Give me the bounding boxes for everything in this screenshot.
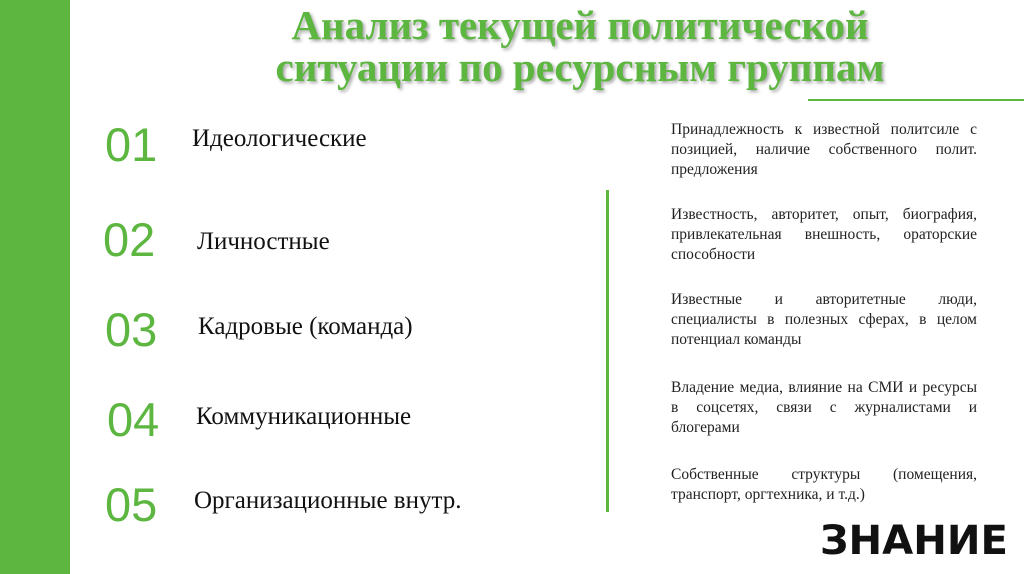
- item-label: Организационные внутр.: [194, 487, 462, 514]
- item-description: Известные и авторитетные люди, специалисты в полезных сферах, в целом потенциал команды: [671, 291, 977, 348]
- item-description: Принадлежность к известной политсиле с позицией, наличие собственного полит. предложения: [671, 121, 977, 178]
- title-line-1: Анализ текущей политической: [291, 2, 869, 48]
- item-number: 05: [105, 478, 158, 531]
- item-label: Личностные: [197, 228, 330, 255]
- item-number: 01: [105, 118, 158, 171]
- znanie-logo: [820, 514, 1010, 562]
- left-accent-bar: [0, 0, 70, 574]
- item-description: Собственные структуры (помещения, транспорт, оргтехника, и т.д.): [671, 466, 977, 503]
- slide-title: [140, 4, 1020, 88]
- title-line-2: ситуации по ресурсным группам: [275, 44, 885, 90]
- logo-text: ЗНАНИЕ: [820, 518, 1008, 562]
- item-label: Кадровые (команда): [198, 313, 413, 340]
- item-description: Известность, авторитет, опыт, биография, привлекательная внешность, ораторские способности: [671, 206, 977, 263]
- item-number: 03: [105, 303, 158, 356]
- item-label: Коммуникационные: [196, 403, 412, 430]
- item-number: 02: [103, 213, 156, 266]
- vertical-divider: [606, 190, 609, 512]
- item-description: Владение медиа, влияние на СМИ и ресурсы в соцсетях, связи с журналистами и блогерами: [671, 379, 977, 436]
- title-underline: [808, 99, 1024, 101]
- item-label: Идеологические: [192, 125, 367, 152]
- item-number: 04: [107, 393, 160, 446]
